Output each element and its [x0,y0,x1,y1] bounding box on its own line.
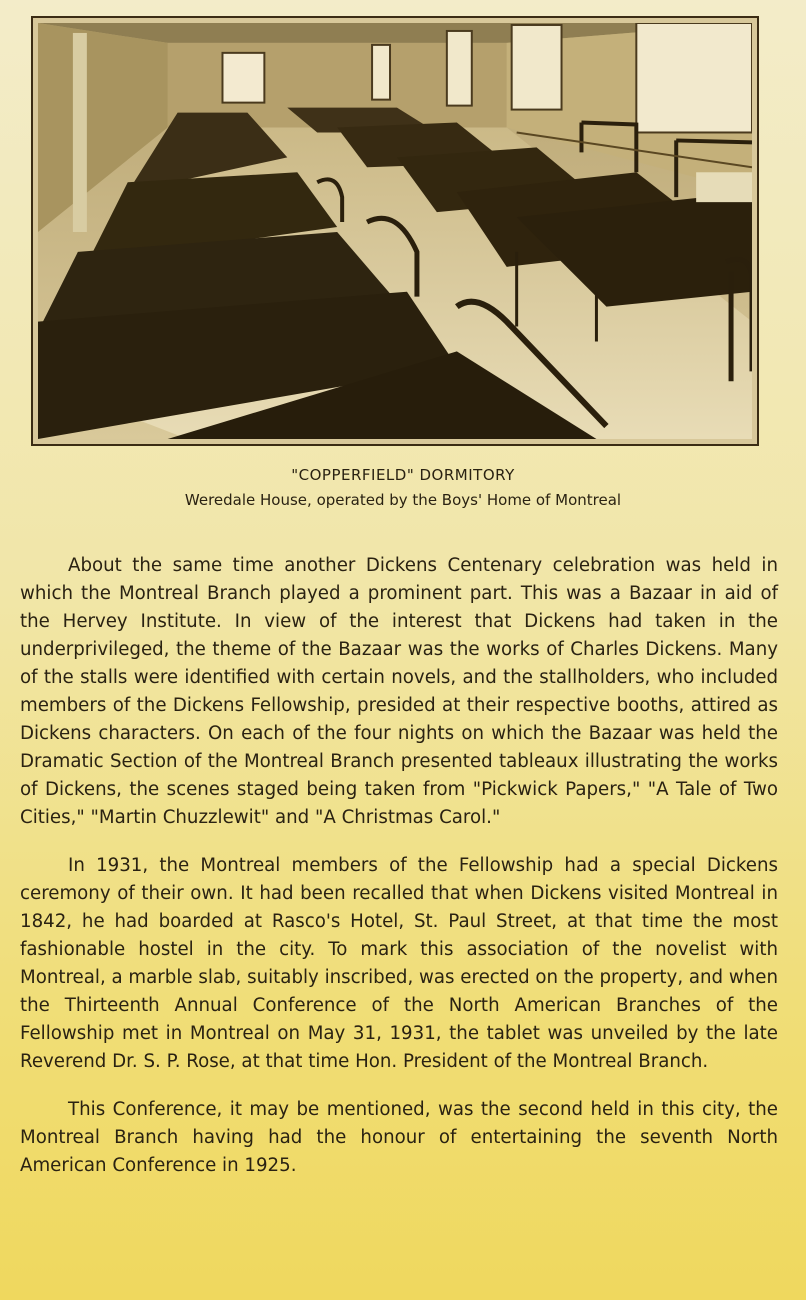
photo-caption-subtitle: Weredale House, operated by the Boys' Home of Montreal [184,491,622,509]
paragraph-bazaar: About the same time another Dickens Centenary celebration was held in which the Montreal Branch played a prominent part. This was a Bazaar in aid of the Hervey Institute. In view of the interest that Dickens had taken in the underprivileged, the theme of the Bazaar was the works of Charles Dickens. Many of the stalls were identified with certain novels, and the stallholders, who included members of the Dickens Fellowship, presided at their respective booths, attired as Dickens characters. On each of the four nights on which the Bazaar was held the Dramatic Section of the Montreal Branch presented tableaux illustrating the works of Dickens, the scenes staged being taken from "Pickwick Papers," "A Tale of Two Cities," "Martin Chuzzlewit" and "A Christmas Carol." [20,555,778,828]
photo-caption-title: "COPPERFIELD" DORMITORY [291,466,515,484]
article-body [20,552,778,1200]
paragraph-conference: This Conference, it may be mentioned, was the second held in this city, the Montreal Branch having had the honour of entertaining the seventh North American Conference in 1925. [20,1099,778,1176]
dormitory-illustration [38,23,752,439]
dormitory-photo [31,16,759,446]
right-window [636,23,752,132]
back-window [222,53,264,103]
paragraph-1931-ceremony: In 1931, the Montreal members of the Fellowship had a special Dickens ceremony of their own. It had been recalled that when Dickens visited Montreal in 1842, he had boarded at Rasco's Hotel, St. Paul Street, at that time the most fashionable hostel in the city. To mark this association of the novelist with Montreal, a marble slab, suitably inscribed, was erected on the property, and when the Thirteenth Annual Conference of the North American Branches of the Fellowship met in Montreal on May 31, 1931, the tablet was unveiled by the late Reverend Dr. S. P. Rose, at that time Hon. President of the Montreal Branch. [20,855,779,1072]
